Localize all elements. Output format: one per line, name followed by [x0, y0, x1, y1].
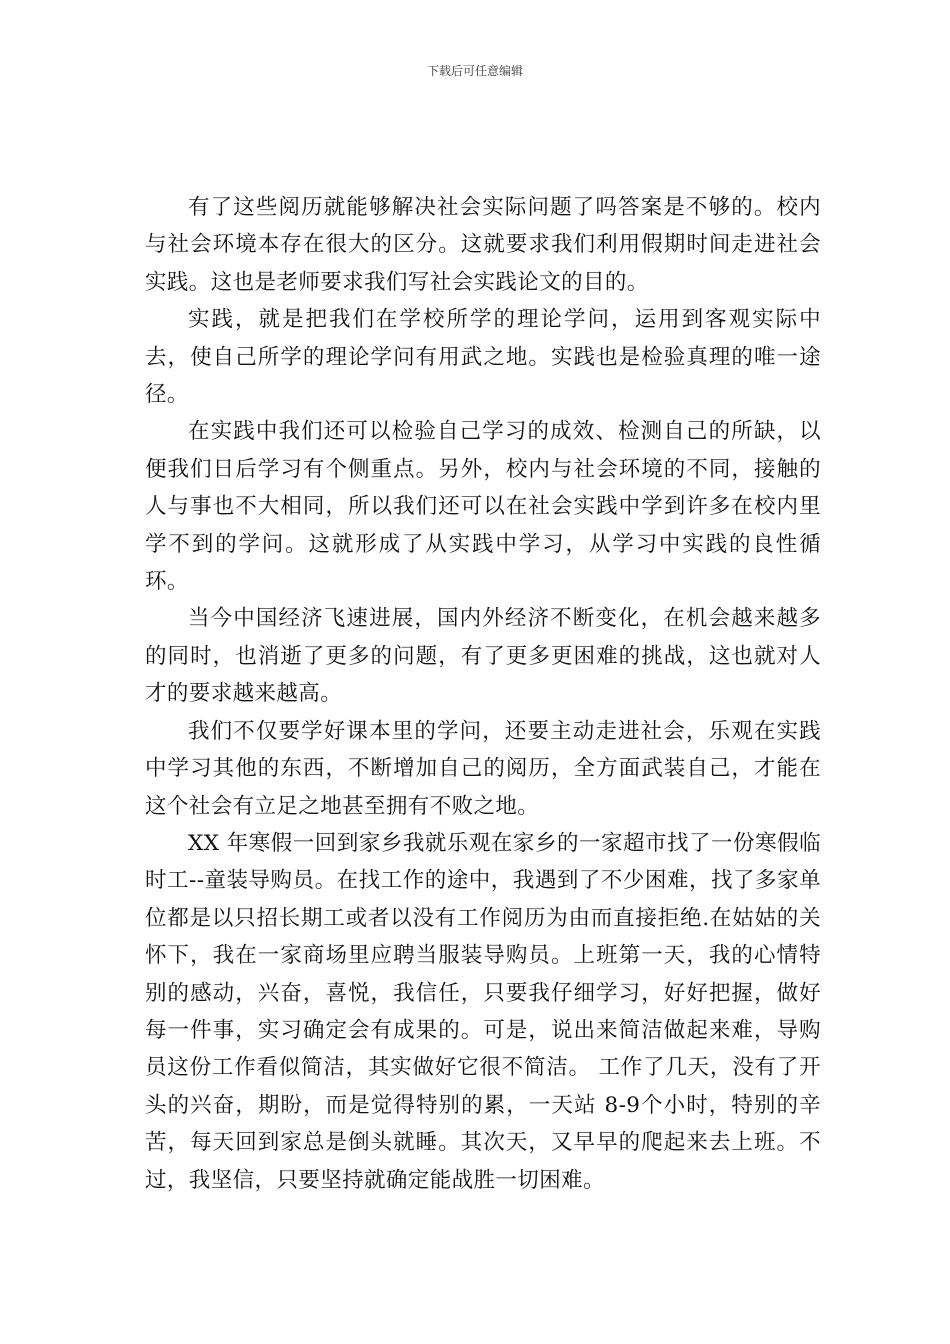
paragraph: 有了这些阅历就能够解决社会实际问题了吗答案是不够的。校内与社会环境本存在很大的区分。这就要求我们利用假期时间走进社会实践。这也是老师要求我们写社会实践论文的目的。	[145, 195, 821, 295]
paragraph: XX 年寒假一回到家乡我就乐观在家乡的一家超市找了一份寒假临时工--童装导购员。在找工作的途中，我遇到了不少困难，找了多家单位都是以只招长期工或者以没有工作阅历为由而直接拒绝.在姑姑的关怀下，我在一家商场里应聘当服装导购员。上班第一天，我的心情特别的感动，兴奋，喜悦，我信任，只要我仔细学习，好好把握，做好每一件事，实习确定会有成果的。可是，说出来简洁做起来难，导购员这份工作看似简洁，其实做好它很不简洁。 工作了几天，没有了开头的兴奋，期盼，而是觉得特别的累，一天站 8-9个小时，特别的辛苦，每天回到家总是倒头就睡。其次天，又早早的爬起来去上班。不过，我坚信，只要坚持就确定能战胜一切困难。	[145, 830, 821, 1193]
paragraph: 当今中国经济飞速进展，国内外经济不断变化，在机会越来越多的同时，也消逝了更多的问题，有了更多更困难的挑战，这也就对人才的要求越来越高。	[145, 606, 821, 707]
paragraph: 我们不仅要学好课本里的学问，还要主动走进社会，乐观在实践中学习其他的东西，不断增加自己的阅历，全方面武装自己，才能在这个社会有立足之地甚至拥有不败之地。	[145, 718, 821, 819]
paragraph: 实践，就是把我们在学校所学的理论学问，运用到客观实际中去，使自己所学的理论学问有用武之地。实践也是检验真理的唯一途径。	[145, 307, 821, 408]
document-body	[145, 189, 821, 1199]
page-header: 下载后可任意编辑	[426, 64, 523, 78]
paragraph: 在实践中我们还可以检验自己学习的成效、检测自己的所缺，以便我们日后学习有个侧重点。另外，校内与社会环境的不同，接触的人与事也不大相同，所以我们还可以在社会实践中学到许多在校内里学不到的学问。这就形成了从实践中学习，从学习中实践的良性循环。	[145, 419, 821, 595]
